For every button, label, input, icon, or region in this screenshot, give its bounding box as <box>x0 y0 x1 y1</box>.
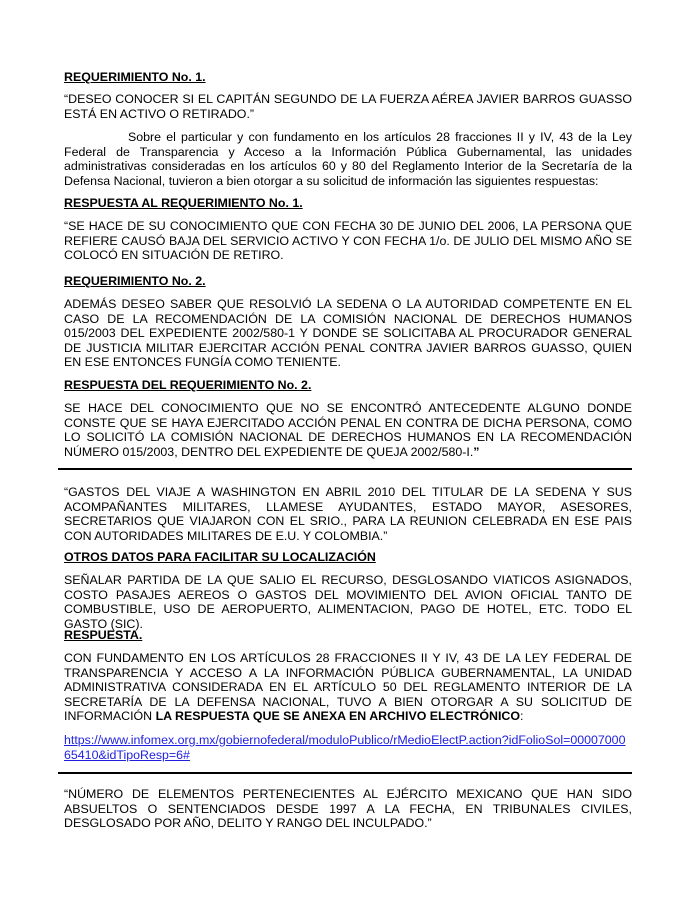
respuesta-text <box>64 651 632 724</box>
resp2-text <box>64 401 632 459</box>
req1-intro: Sobre el particular y con fundamento en los artículos 28 fracciones II y IV, 43 de la Ley Federal de Transparencia y Acceso a la Información Pública Gubernamental, las unidades administrativas consideradas en los artículos 60 y 80 del Reglamento Interior de la Secretaría de la Defensa Nacional, tuvieron a bien otorgar a su solicitud de información las siguientes respuestas: <box>64 130 632 188</box>
resp2-closing-quote: ” <box>473 444 480 459</box>
respuesta-colon: : <box>519 709 524 724</box>
resp2-body: SE HACE DEL CONOCIMIENTO QUE NO SE ENCONTRÓ ANTECEDENTE ALGUNO DONDE CONSTE QUE SE HAYA EJERCITADO ACCIÓN PENAL EN CONTRA DE DICHA PERSONA, COMO LO SOLICITÓ LA COMISIÓN NACIONAL DE DERECHOS HUMANOS EN LA RECOMENDACIÓN NÚMERO 015/2003, DENTRO DEL EXPEDIENTE DE QUEJA 2002/580-I. <box>64 401 632 459</box>
resp1-text: “SE HACE DE SU CONOCIMIENTO QUE CON FECHA 30 DE JUNIO DEL 2006, LA PERSONA QUE REFIERE CAUSÓ BAJA DEL SERVICIO ACTIVO Y CON FECHA 1/o. DE JULIO DEL MISMO AÑO SE COLOCÓ EN SITUACIÓN DE RETIRO. <box>64 219 632 263</box>
otros-datos-heading: OTROS DATOS PARA FACILITAR SU LOCALIZACIÓN <box>64 550 376 564</box>
req2-text: ADEMÁS DESEO SABER QUE RESOLVIÓ LA SEDENA O LA AUTORIDAD COMPETENTE EN EL CASO DE LA RECOMENDACIÓN DE LA COMISIÓN NACIONAL DE DERECHOS HUMANOS 015/2003 DEL EXPEDIENTE 2002/580-1 Y DONDE SE SOLICITABA AL PROCURADOR GENERAL DE JUSTICIA MILITAR EJERCITAR ACCIÓN PENAL CONTRA JAVIER BARROS GUASSO, QUIEN EN ESE ENTONCES FUNGÍA COMO TENIENTE. <box>64 297 632 370</box>
section-divider <box>58 772 632 774</box>
otros-datos-text: SEÑALAR PARTIDA DE LA QUE SALIO EL RECURSO, DESGLOSANDO VIATICOS ASIGNADOS, COSTO PASAJES AEREOS O GASTOS DEL MOVIMIENTO DEL AVION OFICIAL TANTO DE COMBUSTIBLE, USO DE AEROPUERTO, ALIMENTACION, PAGO DE HOTEL, ETC. TODO EL GASTO (SIC). <box>64 573 632 631</box>
link-paragraph <box>64 733 632 762</box>
respuesta-bold: LA RESPUESTA QUE SE ANEXA EN ARCHIVO ELECTRÓNICO <box>155 709 520 724</box>
section-divider <box>58 468 632 470</box>
elementos-request: “NÚMERO DE ELEMENTOS PERTENECIENTES AL EJÉRCITO MEXICANO QUE HAN SIDO ABSUELTOS O SENTENCIADOS DESDE 1997 A LA FECHA, EN TRIBUNALES CIVILES, DESGLOSADO POR AÑO, DELITO Y RANGO DEL INCULPADO.” <box>64 787 632 831</box>
respuesta-heading: RESPUESTA. <box>64 628 143 642</box>
infomex-link[interactable]: https://www.infomex.org.mx/gobiernofederal/moduloPublico/rMedioElectP.action?idFolioSol=0000700065410&idTipoResp=6# <box>64 733 626 762</box>
req1-heading: REQUERIMIENTO No. 1. <box>64 70 206 84</box>
gastos-request: “GASTOS DEL VIAJE A WASHINGTON EN ABRIL 2010 DEL TITULAR DE LA SEDENA Y SUS ACOMPAÑANTES MILITARES, LLAMESE AYUDANTES, ESTADO MAYOR, ASESORES, SECRETARIOS QUE VIAJARON CON EL SRIO., PARA LA REUNION CELEBRADA EN ESE PAIS CON AUTORIDADES MILITARES DE E.U. Y COLOMBIA.” <box>64 485 632 543</box>
respuesta-body: CON FUNDAMENTO EN LOS ARTÍCULOS 28 FRACCIONES II Y IV, 43 DE LA LEY FEDERAL DE TRANSPARENCIA Y ACCESO A LA INFORMACIÓN PÚBLICA GUBERNAMENTAL, LA UNIDAD ADMINISTRATIVA CONSIDERADA EN EL ARTÍCULO 50 DEL REGLAMENTO INTERIOR DE LA SECRETARÍA DE LA DEFENSA NACIONAL, TUVO A BIEN OTORGAR A SU SOLICITUD DE INFORMACIÓN <box>64 651 632 724</box>
resp1-heading: RESPUESTA AL REQUERIMIENTO No. 1. <box>64 196 303 210</box>
req1-text: “DESEO CONOCER SI EL CAPITÁN SEGUNDO DE LA FUERZA AÉREA JAVIER BARROS GUASSO ESTÁ EN ACTIVO O RETIRADO.” <box>64 92 632 121</box>
resp2-heading: RESPUESTA DEL REQUERIMIENTO No. 2. <box>64 378 312 392</box>
req2-heading: REQUERIMIENTO No. 2. <box>64 274 206 288</box>
